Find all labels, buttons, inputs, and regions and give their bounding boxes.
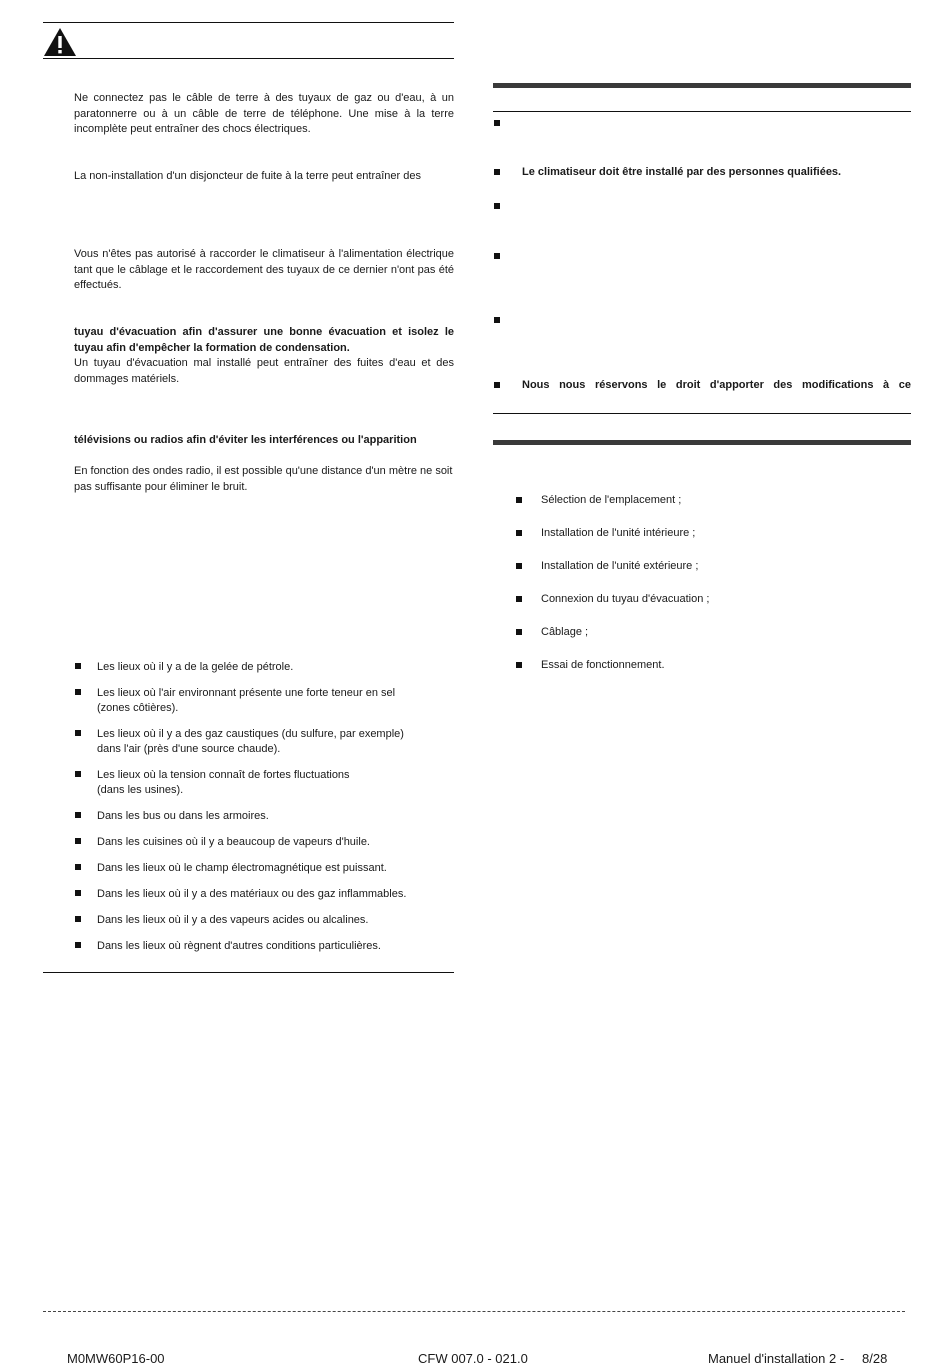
left-section-end-rule (43, 972, 454, 973)
power-connection-warning: Vous n'êtes pas autorisé à raccorder le climatiseur à l'alimentation électrique tant que le câblage et le raccordement des tuyaux de ce dernier n'ont pas été effectués. (74, 248, 454, 291)
drain-pipe-warning-text: Un tuyau d'évacuation mal installé peut entraîner des fuites d'eau et des dommages matériels. (74, 357, 454, 385)
list-item: Les lieux où l'air environnant présente une forte teneur en sel (97, 687, 396, 699)
bullet-icon (75, 864, 81, 870)
ground-cable-warning: Ne connectez pas le câble de terre à des tuyaux de gaz ou d'eau, à un paratonnerre ou à un câble de terre de téléphone. Une mise à la terre incomplète peut entraîner des chocs électriques. (74, 92, 454, 135)
list-item: Installation de l'unité extérieure ; (541, 560, 699, 572)
bullet-icon (516, 497, 522, 503)
header-rule-bottom (43, 58, 454, 59)
bullet-icon (75, 942, 81, 948)
bullet-icon (516, 530, 522, 536)
list-item-cont: (dans les usines). (97, 784, 184, 796)
bullet-icon (75, 890, 81, 896)
breaker-warning: La non-installation d'un disjoncteur de fuite à la terre peut entraîner des (74, 170, 421, 182)
list-item: Dans les cuisines où il y a beaucoup de vapeurs d'huile. (97, 836, 370, 848)
install-steps-rule-thick (493, 440, 911, 445)
bullet-icon (75, 689, 81, 695)
model-range: CFW 007.0 - 021.0 (418, 1351, 528, 1366)
document-code: M0MW60P16-00 (67, 1351, 165, 1366)
list-item: Sélection de l'emplacement ; (541, 494, 682, 506)
list-item-cont: (zones côtières). (97, 702, 179, 714)
bullet-icon (494, 253, 500, 259)
bullet-icon (516, 662, 522, 668)
bullet-icon (516, 596, 522, 602)
list-item: Installation de l'unité intérieure ; (541, 527, 696, 539)
header-rule-top (43, 22, 454, 23)
list-item: Dans les bus ou dans les armoires. (97, 810, 269, 822)
list-item: Essai de fonctionnement. (541, 659, 665, 671)
list-item: Dans les lieux où règnent d'autres conditions particulières. (97, 940, 381, 952)
bullet-icon (75, 812, 81, 818)
list-item: Dans les lieux où il y a des vapeurs acides ou alcalines. (97, 914, 369, 926)
page-number: 8/28 (862, 1351, 888, 1366)
bullet-icon (516, 563, 522, 569)
bullet-icon (75, 730, 81, 736)
list-item: Les lieux où il y a de la gelée de pétrole. (97, 661, 294, 673)
bullet-icon (494, 382, 500, 388)
bullet-icon (516, 629, 522, 635)
bullet-icon (494, 169, 500, 175)
modification-rights-note: Nous nous réservons le droit d'apporter des modifications à ce (522, 379, 911, 391)
drain-pipe-warning (74, 325, 454, 387)
bullet-icon (75, 771, 81, 777)
list-item: Les lieux où il y a des gaz caustiques (du sulfure, par exemple) (97, 728, 404, 740)
interference-warning: télévisions ou radios afin d'éviter les interférences ou l'apparition (74, 434, 417, 446)
list-item: Câblage ; (541, 626, 589, 638)
list-item: Connexion du tuyau d'évacuation ; (541, 593, 710, 605)
right-section-rule-thin (493, 111, 911, 112)
drain-pipe-warning-bold: tuyau d'évacuation afin d'assurer une bonne évacuation et isolez le tuyau afin d'empêcher la formation de condensation. (74, 326, 454, 354)
manual-title: Manuel d'installation 2 - (708, 1351, 845, 1366)
list-item-cont: dans l'air (près d'une source chaude). (97, 743, 281, 755)
bullet-icon (494, 120, 500, 126)
bullet-icon (75, 663, 81, 669)
footer-divider (43, 1311, 905, 1312)
right-section-end-rule (493, 413, 911, 414)
radio-distance-note: En fonction des ondes radio, il est possible qu'une distance d'un mètre ne soit pas suffisante pour éliminer le bruit. (74, 465, 453, 493)
right-section-rule-thick (493, 83, 911, 88)
list-item: Dans les lieux où il y a des matériaux ou des gaz inflammables. (97, 888, 407, 900)
warning-icon (43, 27, 77, 57)
list-item: Dans les lieux où le champ électromagnétique est puissant. (97, 862, 387, 874)
list-item: Les lieux où la tension connaît de fortes fluctuations (97, 769, 350, 781)
qualified-installer-note: Le climatiseur doit être installé par des personnes qualifiées. (522, 166, 842, 178)
bullet-icon (494, 203, 500, 209)
bullet-icon (494, 317, 500, 323)
bullet-icon (75, 838, 81, 844)
bullet-icon (75, 916, 81, 922)
